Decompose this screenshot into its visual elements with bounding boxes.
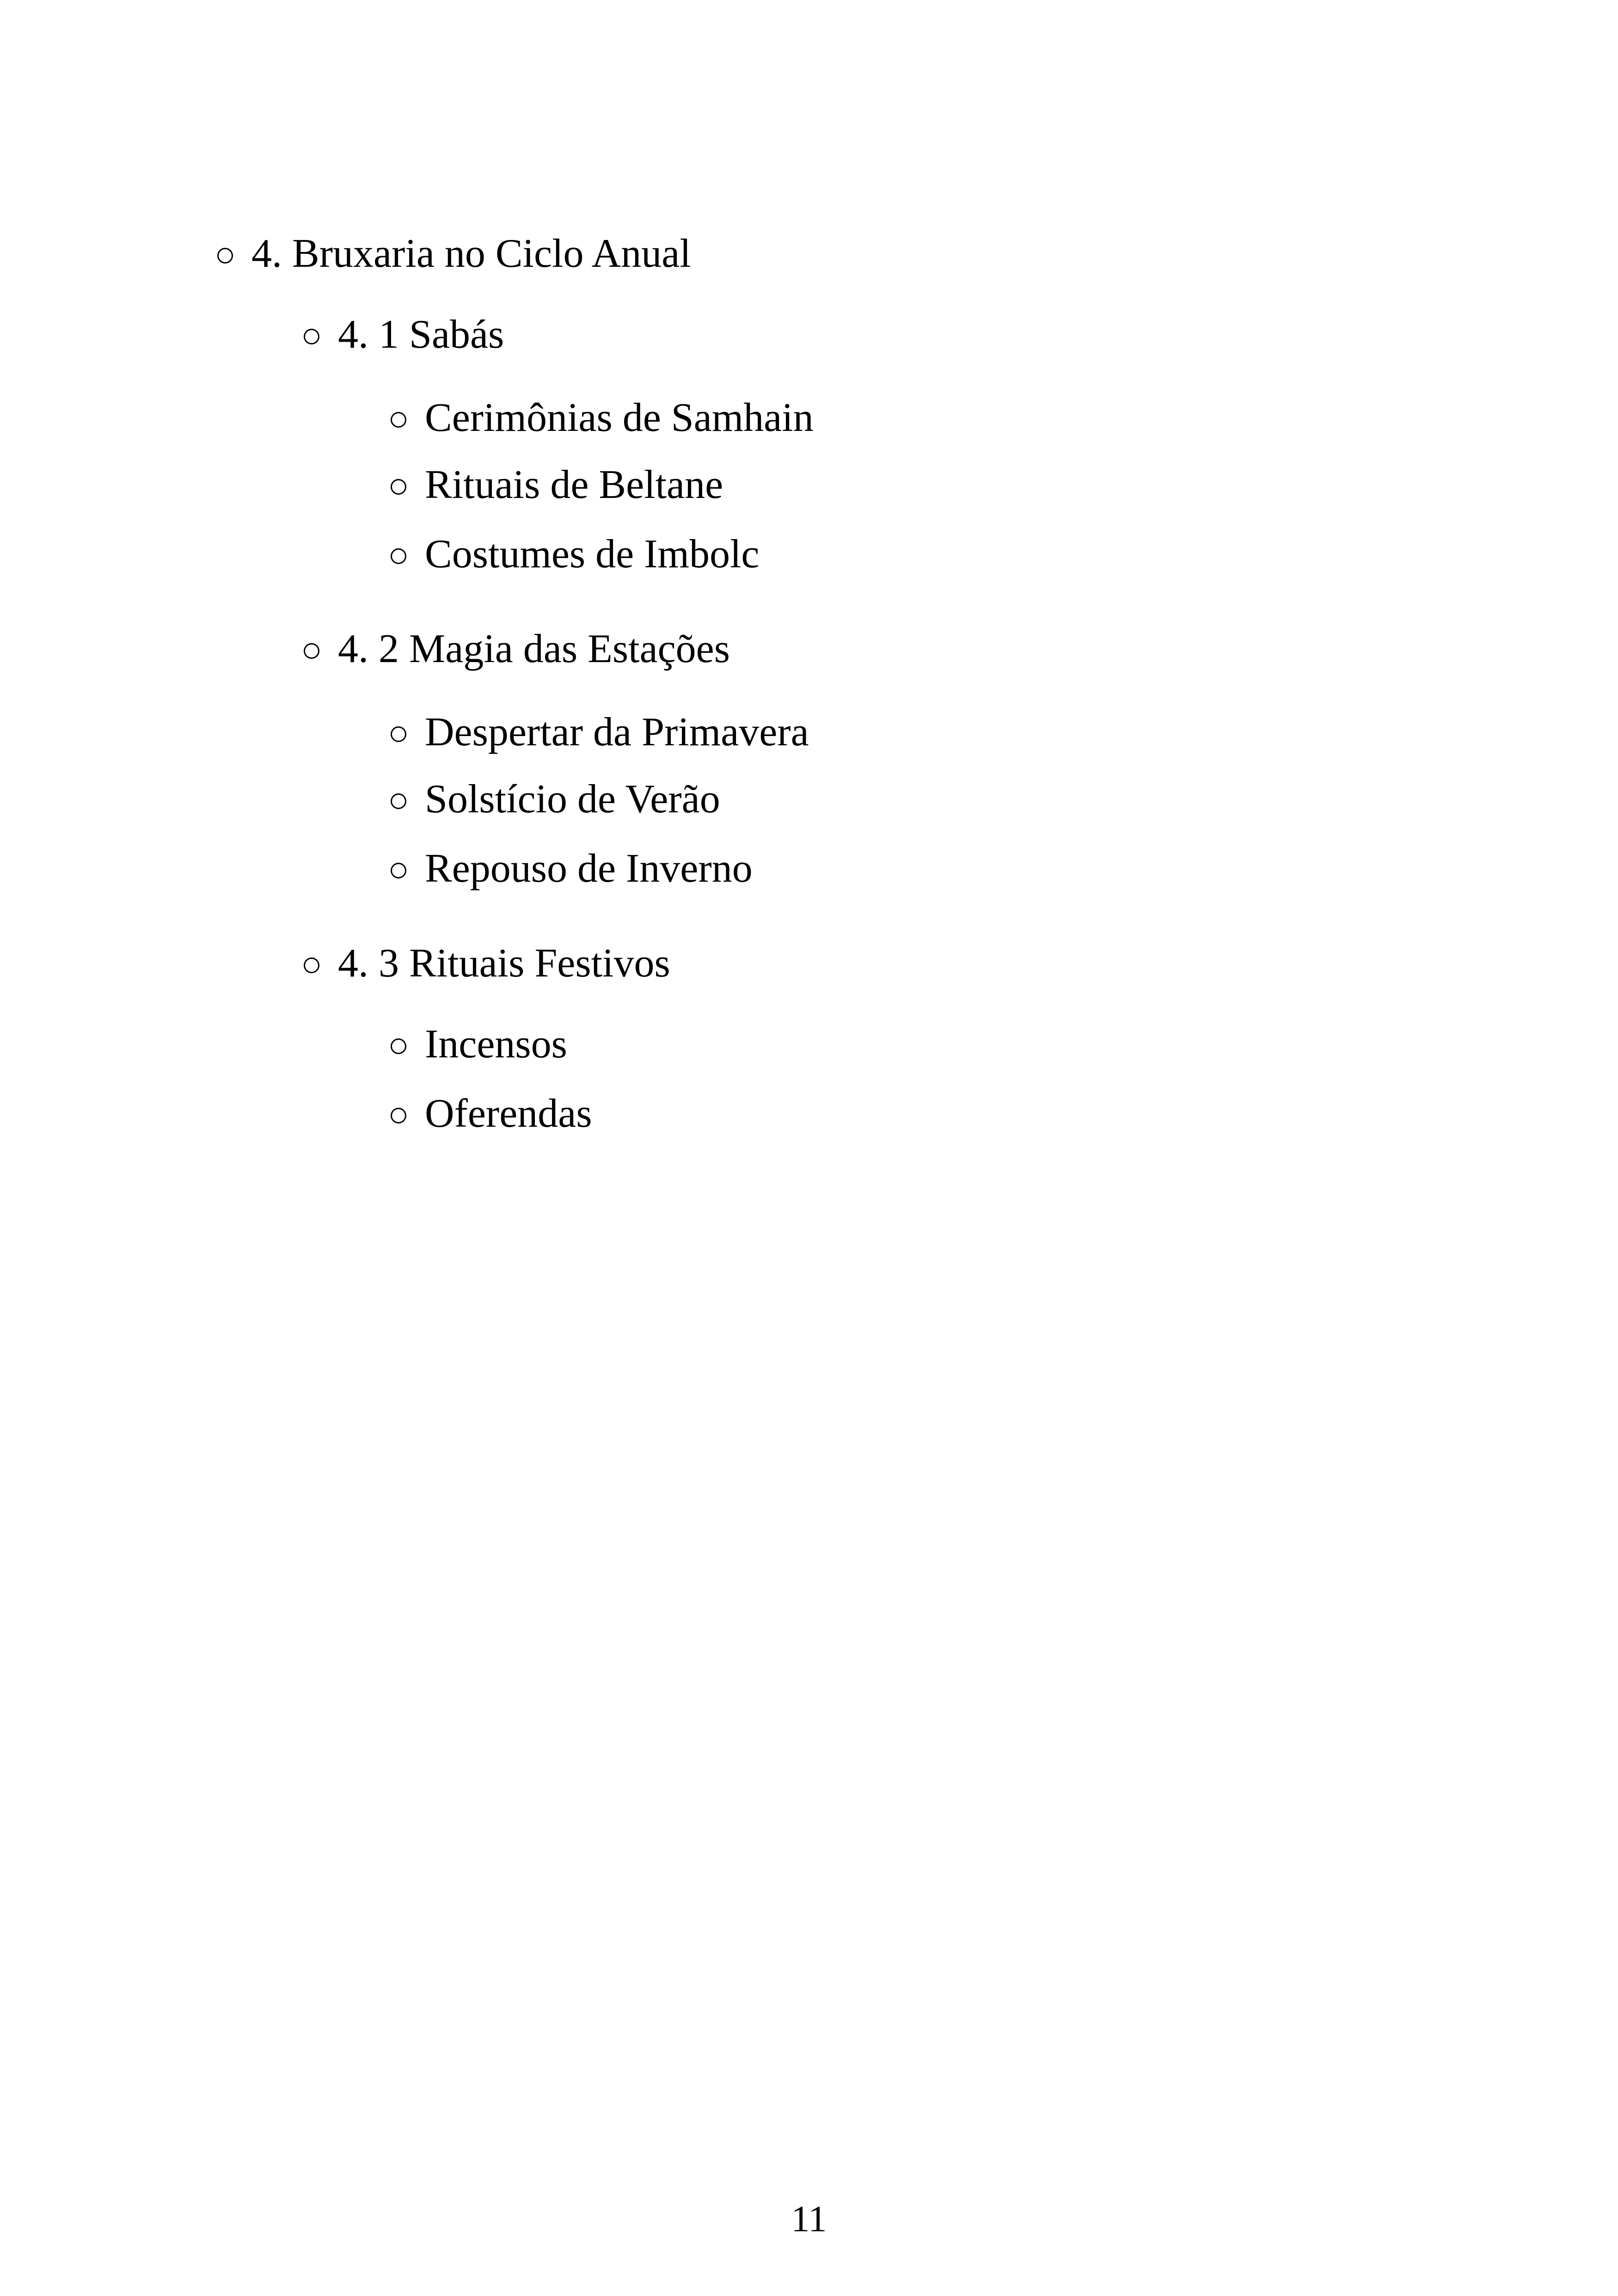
- circle-bullet-icon: [391, 793, 406, 809]
- list-item-text: 4. 1 Sabás: [338, 312, 504, 357]
- circle-bullet-icon: [391, 726, 406, 742]
- circle-bullet-icon: [304, 958, 319, 973]
- circle-bullet-icon: [217, 248, 233, 264]
- list-item-text: Solstício de Verão: [425, 777, 720, 822]
- list-item-section-4-2: [304, 626, 730, 671]
- list-item-incensos: [391, 1024, 567, 1065]
- list-item-inverno: [391, 848, 753, 889]
- circle-bullet-icon: [391, 1108, 406, 1123]
- list-item-imbolc: [391, 534, 759, 575]
- circle-bullet-icon: [304, 643, 319, 659]
- list-item-verao: [391, 779, 720, 820]
- circle-bullet-icon: [304, 329, 319, 344]
- list-item-text: 4. 3 Rituais Festivos: [338, 941, 670, 986]
- list-item-text: Cerimônias de Samhain: [425, 395, 814, 440]
- list-item-samhain: [391, 395, 814, 440]
- list-item-text: Despertar da Primavera: [425, 710, 809, 755]
- list-item-oferendas: [391, 1093, 592, 1134]
- list-item-section-4: [217, 233, 691, 274]
- circle-bullet-icon: [391, 863, 406, 878]
- list-item-section-4-1: [304, 314, 504, 355]
- circle-bullet-icon: [391, 1038, 406, 1054]
- circle-bullet-icon: [391, 479, 406, 495]
- list-item-primavera: [391, 712, 809, 753]
- list-item-text: Costumes de Imbolc: [425, 532, 760, 577]
- list-item-beltane: [391, 462, 723, 507]
- list-item-text: Oferendas: [425, 1091, 592, 1136]
- list-item-section-4-3: [304, 943, 670, 984]
- list-item-text: 4. Bruxaria no Ciclo Anual: [251, 231, 691, 276]
- list-item-text: Rituais de Beltane: [425, 462, 723, 507]
- list-item-text: Incensos: [425, 1022, 567, 1067]
- circle-bullet-icon: [391, 548, 406, 564]
- circle-bullet-icon: [391, 412, 406, 428]
- page-number: 11: [791, 2199, 827, 2240]
- list-item-text: Repouso de Inverno: [425, 846, 753, 891]
- list-item-text: 4. 2 Magia das Estações: [338, 626, 730, 671]
